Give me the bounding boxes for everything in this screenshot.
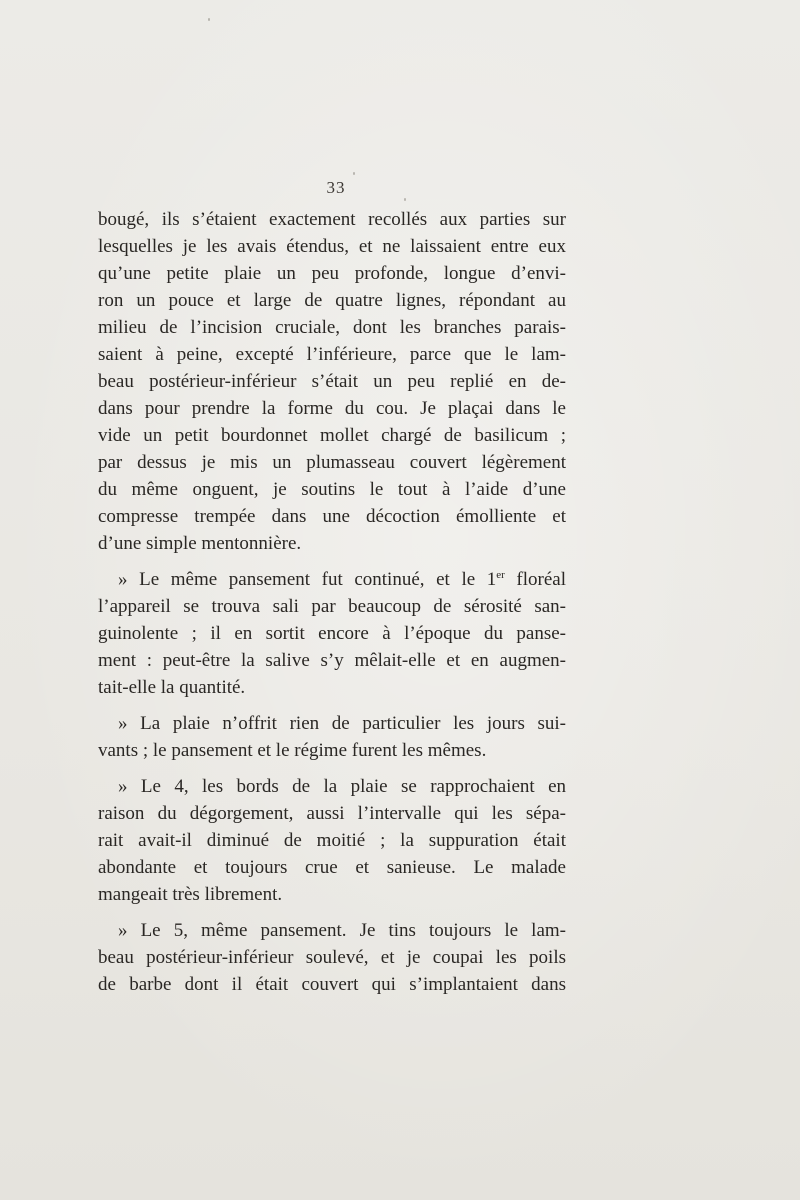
body-text [98,206,566,998]
text-line: » Le 4, les bords de la plaie se rapprochaient en [118,776,566,797]
text-line: ron un pouce et large de quatre lignes, répondant au [98,290,566,311]
text-line: raison du dégorgement, aussi l’intervalle qui les sépa- [98,803,566,824]
paragraph [98,710,566,764]
text-line: beau postérieur-inférieur s’était un peu replié en de- [98,371,566,392]
paragraph [98,566,566,701]
page-number: 33 [326,178,346,197]
text-line: de barbe dont il était couvert qui s’implantaient dans [98,974,566,995]
text-line: compresse trempée dans une décoction émolliente et [98,506,566,527]
text-line: lesquelles je les avais étendus, et ne laissaient entre eux [98,236,566,257]
text-line: qu’une petite plaie un peu profonde, longue d’envi- [98,263,566,284]
paragraph [98,917,566,998]
paragraph [98,773,566,908]
text-line: » Le 5, même pansement. Je tins toujours le lam- [118,920,566,941]
text-line: milieu de l’incision cruciale, dont les branches parais- [98,317,566,338]
text-line: » Le même pansement fut continué, et le 1er floréal [118,569,566,590]
text-line: mangeait très librement. [98,884,283,905]
text-line: dans pour prendre la forme du cou. Je plaçai dans le [98,398,566,419]
text-line: l’appareil se trouva sali par beaucoup de sérosité san- [98,596,566,617]
text-line: tait-elle la quantité. [98,677,246,698]
text-line: guinolente ; il en sortit encore à l’époque du panse- [98,623,566,644]
paper-speck [353,172,355,175]
text-line: du même onguent, je soutins le tout à l’aide d’une [98,479,566,500]
paper-speck [208,18,210,21]
text-line: beau postérieur-inférieur soulevé, et je coupai les poils [98,947,566,968]
text-line: vide un petit bourdonnet mollet chargé de basilicum ; [98,425,566,446]
paper-speck [404,198,406,201]
text-line: d’une simple mentonnière. [98,533,302,554]
text-line: abondante et toujours crue et sanieuse. Le malade [98,857,566,878]
text-line: rait avait-il diminué de moitié ; la suppuration était [98,830,566,851]
text-line: par dessus je mis un plumasseau couvert légèrement [98,452,566,473]
text-line: ment : peut-être la salive s’y mêlait-elle et en augmen- [98,650,566,671]
text-line: vants ; le pansement et le régime furent les mêmes. [98,740,487,761]
paragraph [98,206,566,557]
text-line: saient à peine, excepté l’inférieure, parce que le lam- [98,344,566,365]
text-line: » La plaie n’offrit rien de particulier les jours sui- [118,713,566,734]
text-line: bougé, ils s’étaient exactement recollés aux parties sur [98,209,566,230]
